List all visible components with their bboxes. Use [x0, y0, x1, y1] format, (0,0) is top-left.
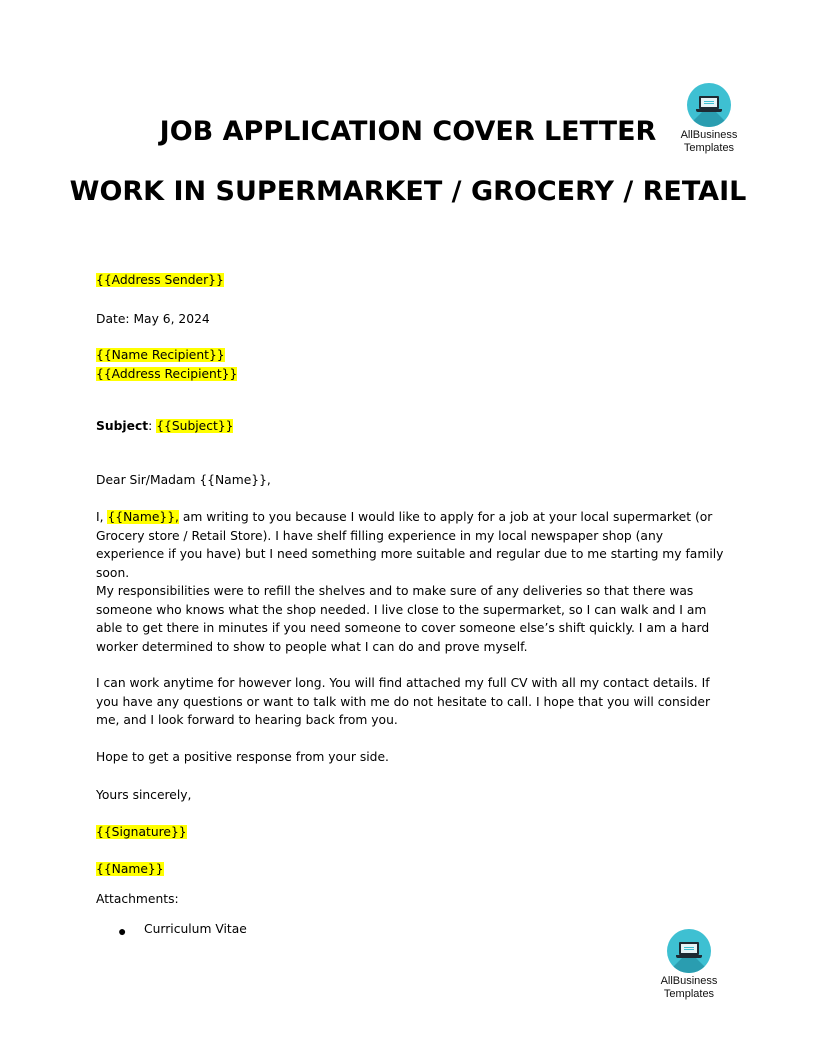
sign-off: Yours sincerely,	[96, 788, 192, 802]
document-subtitle: WORK IN SUPERMARKET / GROCERY / RETAIL	[69, 176, 747, 207]
subject-line: Subject: {{Subject}}	[96, 419, 234, 433]
bullet-icon: ●	[118, 923, 127, 939]
address-sender: {{Address Sender}}	[96, 273, 224, 287]
logo-circle	[667, 929, 711, 973]
address-recipient: {{Address Recipient}}	[96, 367, 238, 381]
attachment-item: Curriculum Vitae	[144, 922, 247, 936]
name-recipient: {{Name Recipient}}	[96, 348, 225, 362]
logo-brand-text: AllBusiness Templates	[660, 975, 718, 1000]
logo-brand-text: AllBusiness Templates	[680, 129, 738, 154]
laptop-icon	[699, 96, 719, 109]
salutation: Dear Sir/Madam {{Name}},	[96, 473, 271, 487]
signature-placeholder: {{Signature}}	[96, 825, 187, 839]
laptop-icon	[679, 942, 699, 955]
name-placeholder: {{Name}}	[96, 862, 164, 876]
paragraph-3: I can work anytime for however long. You will find attached my full CV with all my contact details. If you have any questions or want to talk with me do not hesitate to call. I hope that you will consider me, and I look forward to hearing back from you.	[96, 676, 711, 727]
closing-line: Hope to get a positive response from your side.	[96, 750, 389, 764]
attachments-label: Attachments:	[96, 892, 179, 906]
letter-date: Date: May 6, 2024	[96, 312, 210, 326]
allbusiness-logo-top	[664, 83, 754, 155]
allbusiness-logo-bottom	[644, 929, 734, 1001]
paragraph-1: I, {{Name}}, am writing to you because I would like to apply for a job at your local supermarket (or Grocery store / Retail Store). I have shelf filling experience in my local newspaper shop (any experience if you have) but I need something more suitable and regular due to me starting my family soon.	[96, 510, 724, 580]
logo-circle	[687, 83, 731, 127]
document-title: JOB APPLICATION COVER LETTER	[159, 116, 657, 147]
paragraph-2: My responsibilities were to refill the shelves and to make sure of any deliveries so that there was someone who knows what the shop needed. I live close to the supermarket, so I can walk and I am able to get there in minutes if you need someone to cover someone else’s shift quickly. I am a hard worker determined to show to people what I can do and prove myself.	[96, 584, 710, 654]
